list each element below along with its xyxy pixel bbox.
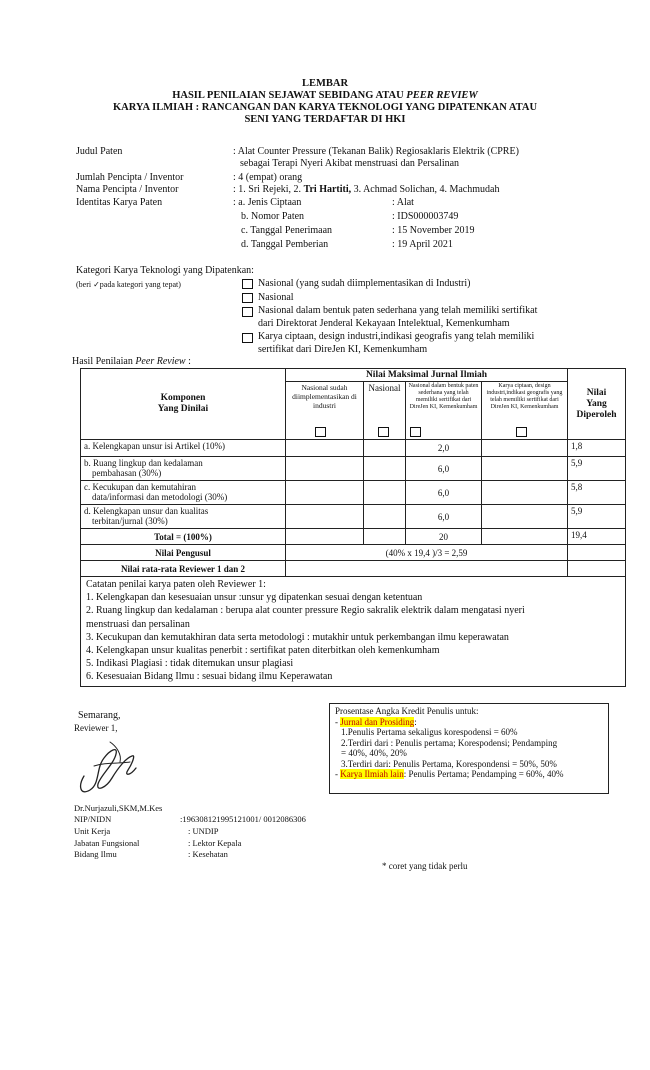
catatan-line-6: 5. Indikasi Plagiasi : tidak ditemukan unsur plagiasi (86, 658, 294, 670)
identitas-val-d: : 19 April 2021 (392, 239, 453, 250)
nilai-diperoleh-1: Nilai (586, 387, 607, 398)
penilaian-table (80, 368, 626, 687)
row-max-b: 6,0 (406, 457, 482, 481)
catatan-line-2: 2. Ruang lingkup dan kedalaman : berupa alat counter pressure Regio sakralik elektrik dalam mengatasi nyeri (86, 605, 525, 617)
komponen-header-1: Komponen (160, 393, 206, 403)
signature-field-label-1: NIP/NIDN (74, 814, 112, 824)
row-max-d: 6,0 (406, 505, 482, 529)
row-label-b-2: pembahasan (30%) (92, 468, 162, 478)
notes-karya-line (335, 769, 603, 780)
col-checkbox-1[interactable] (315, 427, 326, 437)
coret-note: * coret yang tidak perlu (382, 861, 468, 871)
identitas-key-d: d. Tanggal Pemberian (241, 239, 329, 250)
row-label-c (81, 481, 286, 505)
col-header-3 (406, 382, 482, 440)
identitas-val-c: : 15 November 2019 (392, 225, 475, 236)
row-label-c-2: data/informasi dan metodologi (30%) (92, 492, 228, 502)
col-header-4 (482, 382, 568, 440)
row-label-b (81, 457, 286, 481)
kategori-checkbox-2[interactable] (242, 293, 253, 303)
kategori-option-2: Nasional (258, 292, 294, 303)
identitas-key-a: : a. Jenis Ciptaan (233, 197, 302, 208)
hasil-label-italic: Peer Review (135, 356, 186, 367)
catatan-line-5: 4. Kelengkapan unsur kualitas penerbit : sertifikat paten diterbitkan oleh kemenkumham (86, 645, 440, 657)
header-line-2-text: HASIL PENILAIAN SEJAWAT SEBIDANG ATAU (172, 90, 407, 101)
hasil-label (72, 356, 191, 368)
nilai-diperoleh-header (568, 369, 626, 440)
identitas-key-b: b. Nomor Paten (241, 211, 305, 222)
kategori-option-4a: Karya ciptaan, design industri,indikasi geografis yang telah memiliki (258, 331, 535, 342)
komponen-header-2: Yang Dinilai (157, 404, 209, 414)
notes-karya-tail: : Penulis Pertama; Pendamping = 60%, 40% (403, 769, 564, 779)
col-header-3-text: Nasional dalam bentuk paten sederhana yang telah memiliki sertifikat dari DireJen KI, Kemenkumham (408, 383, 479, 410)
nama-value (233, 184, 499, 196)
notes-karya-highlight: Karya Ilmiah lain (340, 769, 404, 779)
kredit-notes-box (329, 703, 609, 794)
judul-value-1: : Alat Counter Pressure (Tekanan Balik) Regiosaklaris Elektrik (CPRE) (233, 146, 519, 157)
row-label-c-1: c. Kecukupan dan kemutahiran (84, 482, 196, 492)
kategori-checkbox-4[interactable] (242, 333, 253, 343)
signature-field-value-2: : UNDIP (188, 826, 219, 836)
catatan-line-4: 3. Kecukupan dan kemutakhiran data serta metodologi : mutakhir untuk perkembangan ilmu keperawatan (86, 631, 509, 643)
nama-label: Nama Pencipta / Inventor (76, 184, 179, 195)
header-line-1: LEMBAR (301, 78, 349, 89)
row-label-d (81, 505, 286, 529)
notes-title: Prosentase Angka Kredit Penulis untuk: (335, 706, 479, 716)
notes-item-2b: = 40%, 40%, 20% (341, 748, 407, 758)
jumlah-label: Jumlah Pencipta / Inventor (76, 172, 184, 183)
catatan-line-0: Catatan penilai karya paten oleh Reviewer 1: (86, 579, 266, 590)
notes-jurnal-line (335, 717, 603, 728)
nilai-diperoleh-2: Yang (586, 398, 607, 409)
nama-value-bold: Tri Hartiti, (303, 184, 352, 195)
signature-field-value-1: :196308121995121001/ 0012086306 (180, 814, 306, 824)
catatan-cell (81, 577, 626, 687)
col-header-1 (286, 382, 364, 440)
header-line-3: KARYA ILMIAH : RANCANGAN DAN KARYA TEKNOLOGI YANG DIPATENKAN ATAU (112, 102, 538, 113)
signature-field-label-4: Bidang Ilmu (74, 849, 117, 859)
col-header-2 (364, 382, 406, 440)
row-got-c: 5,8 (568, 481, 626, 505)
notes-item-3: 3.Terdiri dari: Penulis Pertama, Korespondensi = 50%, 50% (341, 758, 557, 769)
table-row (81, 457, 626, 481)
col-header-2-text: Nasional (368, 383, 401, 393)
kategori-checkbox-3[interactable] (242, 307, 253, 317)
row-got-a: 1,8 (568, 440, 626, 457)
row-max-c: 6,0 (406, 481, 482, 505)
total-got: 19,4 (568, 529, 626, 545)
notes-item-1: 1.Penulis Pertama sekaligus korespodensi = 60% (341, 727, 518, 737)
row-got-d: 5,9 (568, 505, 626, 529)
kategori-option-4b: sertifikat dari DireJen KI, Kemenkumham (258, 344, 428, 355)
row-label-a-1: a. Kelengkapan unsur isi Artikel (10%) (84, 441, 225, 451)
signature-field-value-4: : Kesehatan (188, 849, 228, 859)
signature-reviewer: Reviewer 1, (74, 723, 118, 733)
signature-place: Semarang, (78, 710, 121, 721)
notes-dash-1: - (335, 716, 341, 727)
signature-name: Dr.Nurjazuli,SKM,M.Kes (74, 803, 163, 813)
kategori-option-3a: Nasional dalam bentuk paten sederhana yang telah memiliki sertifikat (258, 305, 538, 316)
header-line-2 (0, 90, 650, 102)
judul-value-2: sebagai Terapi Nyeri Akibat menstruasi dan Persalinan (240, 158, 460, 169)
table-row (81, 505, 626, 529)
signature-field-label-2: Unit Kerja (74, 826, 111, 836)
total-max: 20 (406, 529, 482, 545)
row-label-b-1: b. Ruang lingkup dan kedalaman (84, 458, 203, 468)
total-row (81, 529, 626, 545)
catatan-row (81, 577, 626, 687)
identitas-key-c: c. Tanggal Penerimaan (241, 225, 333, 236)
pengusul-label: Nilai Pengusul (81, 545, 286, 561)
row-label-d-1: d. Kelengkapan unsur dan kualitas (84, 506, 209, 516)
notes-jurnal-highlight: Jurnal dan Prosiding (340, 716, 415, 727)
identitas-val-a: : Alat (392, 197, 414, 208)
nama-value-b: 3. Achmad Solichan, 4. Machmudah (351, 184, 500, 195)
row-max-a: 2,0 (406, 440, 482, 457)
table-row (81, 440, 626, 457)
col-checkbox-4[interactable] (516, 427, 527, 437)
signature-image (70, 732, 160, 802)
notes-item-2a: 2.Terdiri dari : Penulis pertama; Korespodensi; Pendamping (341, 737, 558, 748)
rata-label: Nilai rata-rata Reviewer 1 dan 2 (81, 561, 286, 577)
row-label-d-2: terbitan/jurnal (30%) (92, 516, 168, 526)
kategori-option-1: Nasional (yang sudah diimplementasikan di Industri) (258, 278, 471, 289)
identitas-label: Identitas Karya Paten (76, 197, 163, 208)
table-row (81, 481, 626, 505)
nilai-maks-header: Nilai Maksimal Jurnal Ilmiah (286, 369, 568, 382)
kategori-checkbox-1[interactable] (242, 279, 253, 289)
catatan-line-7: 6. Kesesuaian Bidang Ilmu : sesuai bidang ilmu Keperawatan (86, 671, 333, 683)
hasil-label-text: Hasil Penilaian (72, 356, 136, 367)
hasil-label-tail: : (185, 356, 191, 367)
kategori-hint: (beri ✓pada kategori yang tepat) (76, 280, 181, 289)
row-got-b: 5,9 (568, 457, 626, 481)
rata-row (81, 561, 626, 577)
catatan-line-1: 1. Kelengkapan dan kesesuaian unsur :unsur yg dipatenkan sesuai dengan ketentuan (86, 592, 423, 604)
nama-value-a: : 1. Sri Rejeki, 2. (233, 184, 304, 195)
col-header-4-text: Karya ciptaan, design industri,indikasi geografis yang telah memiliki sertifikat dari DireJen KI, Kemenkumham (486, 383, 563, 410)
col-header-1-text: Nasional sudah diimplementasikan di industri (292, 383, 357, 410)
header-line-4: SENI YANG TERDAFTAR DI HKI (244, 114, 406, 125)
notes-jurnal-tail: : (414, 716, 417, 727)
col-checkbox-3[interactable] (410, 427, 421, 437)
notes-dash-2: - (335, 769, 341, 779)
kategori-label: Kategori Karya Teknologi yang Dipatenkan: (76, 265, 254, 276)
signature-field-value-3: : Lektor Kepala (188, 838, 242, 848)
pengusul-row (81, 545, 626, 561)
catatan-line-3: menstruasi dan persalinan (86, 618, 190, 630)
kategori-option-3b: dari Direktorat Jenderal Kekayaan Intelektual, Kemenkumham (258, 318, 510, 329)
nilai-diperoleh-3: Diperoleh (576, 409, 617, 420)
pengusul-calc: (40% x 19,4 )/3 = 2,59 (286, 545, 568, 561)
header-line-2-italic: PEER REVIEW (406, 90, 478, 101)
judul-label: Judul Paten (76, 146, 123, 157)
identitas-val-b: : IDS000003749 (392, 211, 459, 222)
row-label-a (81, 440, 286, 457)
jumlah-value: : 4 (empat) orang (233, 172, 303, 183)
total-label: Total = (100%) (81, 529, 286, 545)
signature-field-label-3: Jabatan Fungsional (74, 838, 140, 848)
col-checkbox-2[interactable] (378, 427, 389, 437)
komponen-header (81, 369, 286, 440)
